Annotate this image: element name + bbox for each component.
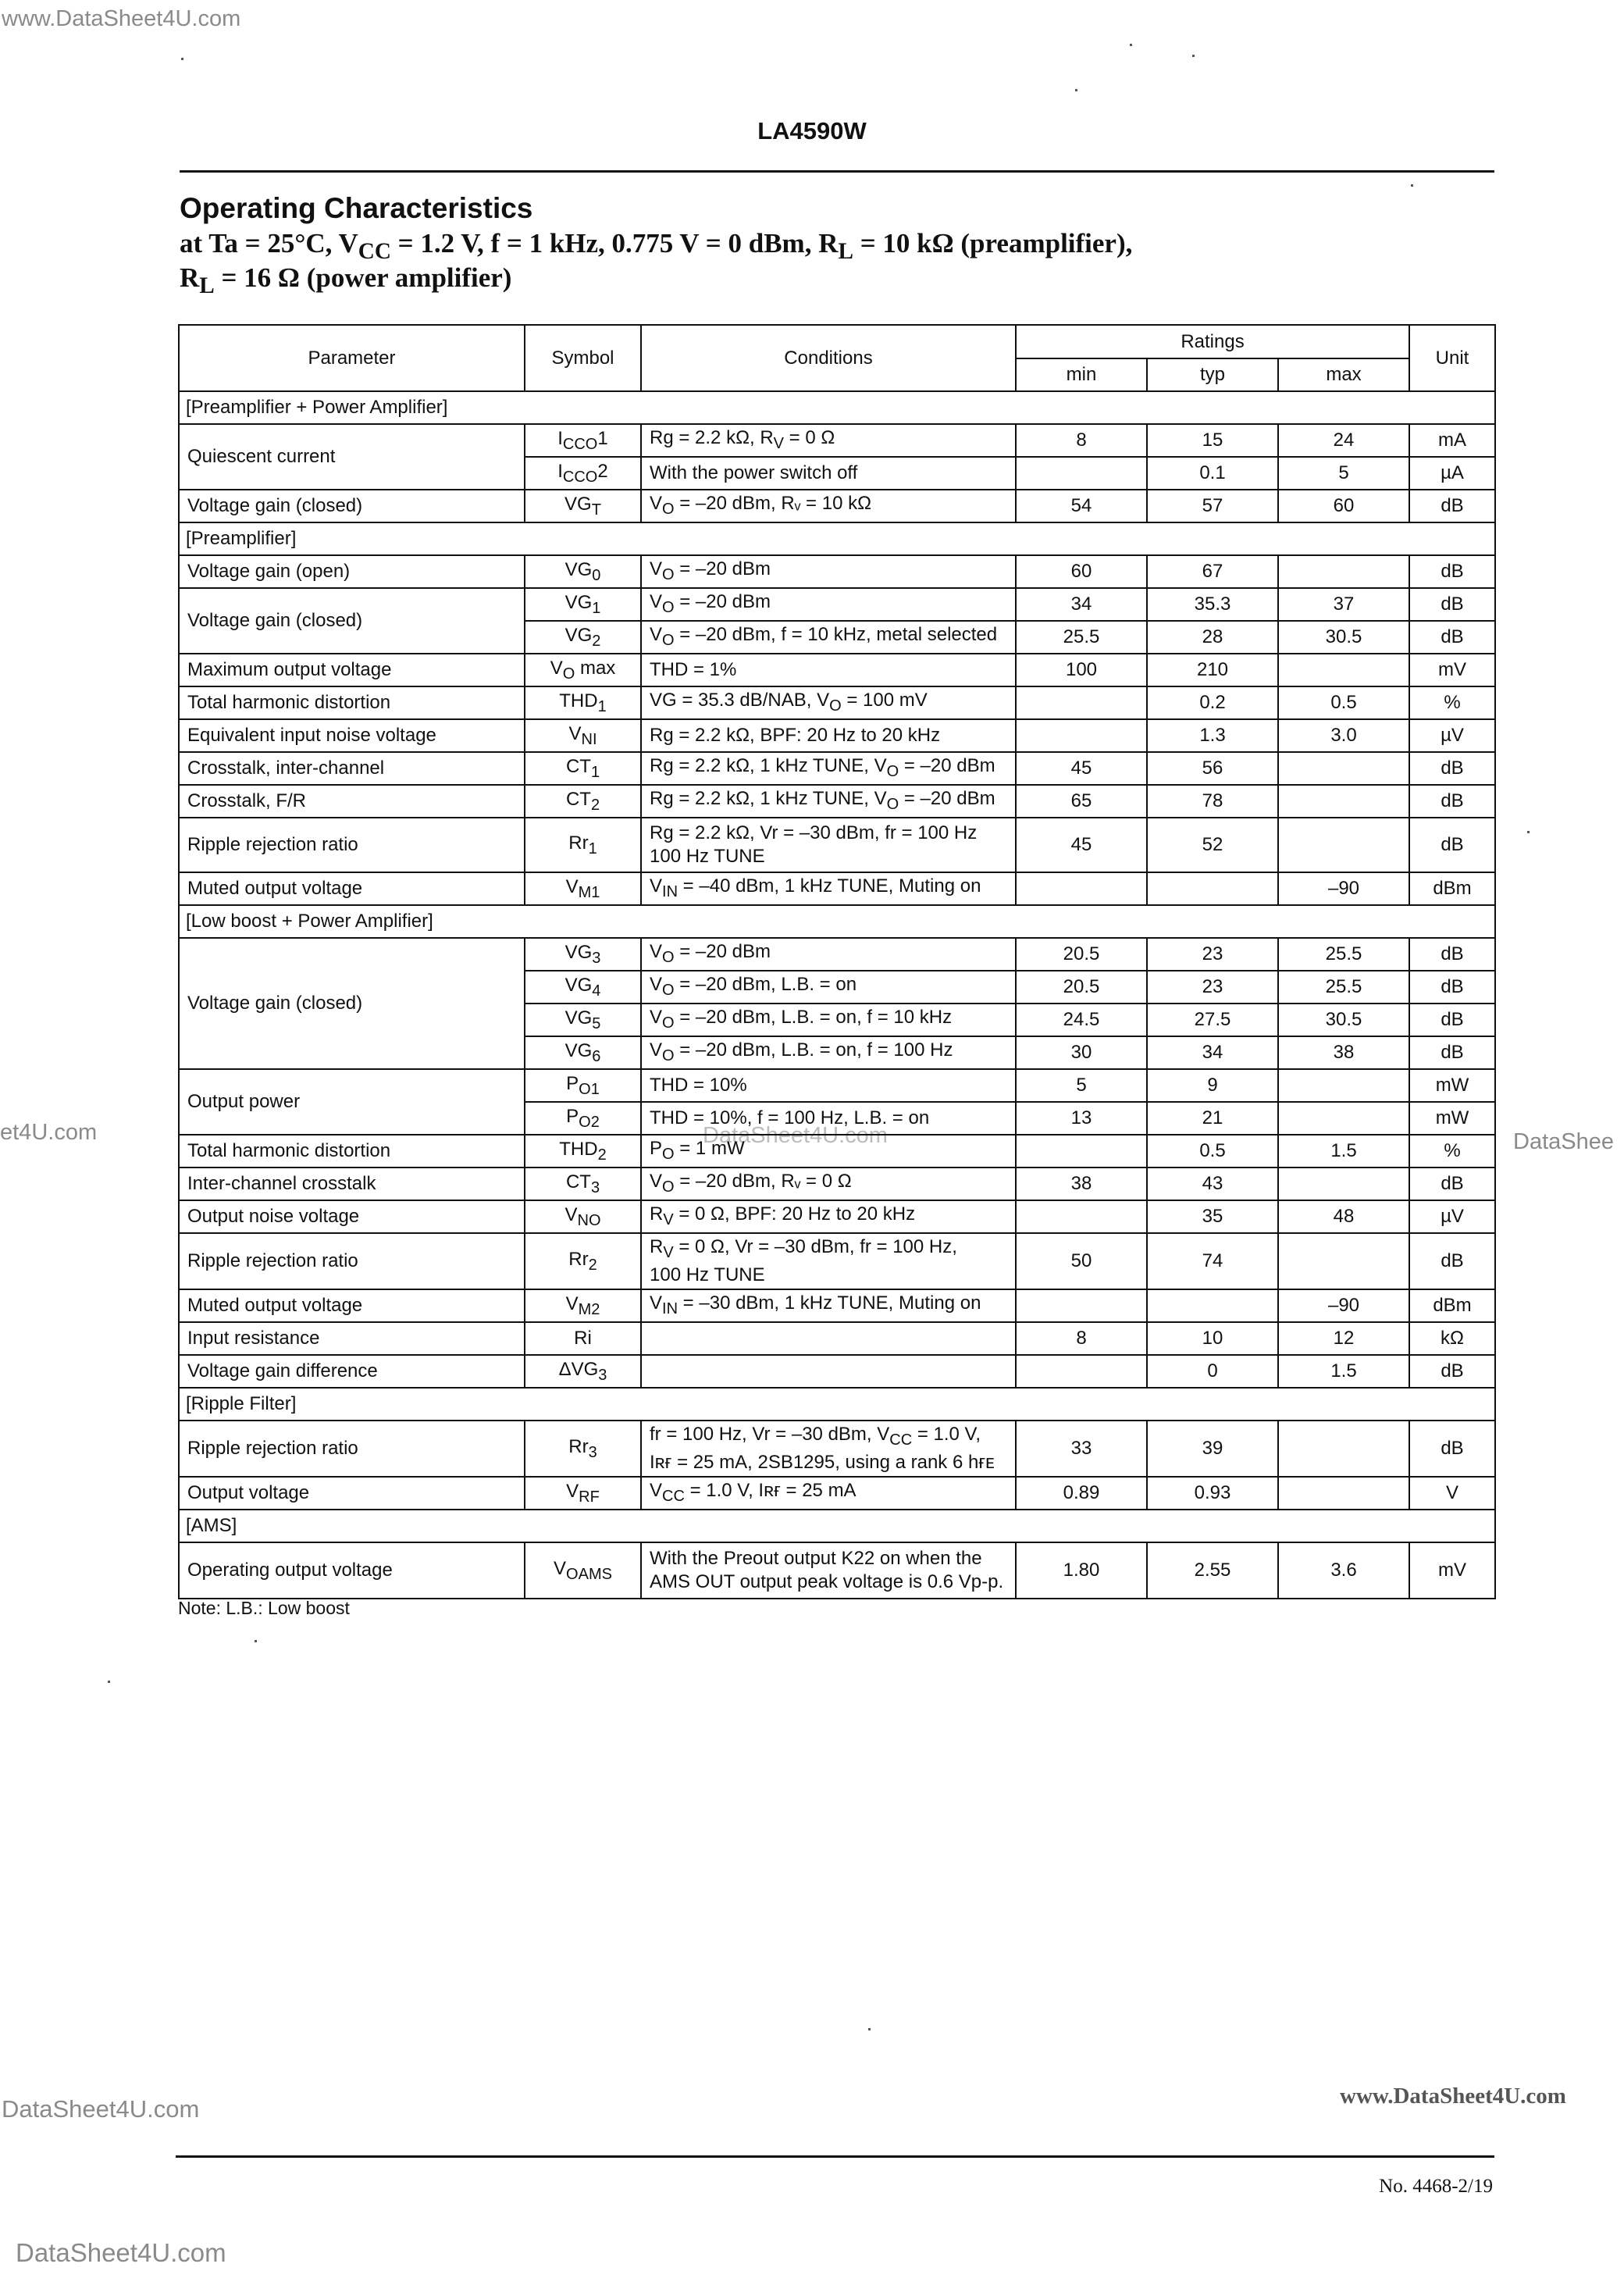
section-row <box>179 391 1495 424</box>
cell-parameter: Quiescent current <box>179 424 525 490</box>
table-row <box>179 1200 1495 1233</box>
cell-typ: 56 <box>1147 752 1278 785</box>
cell-unit: dB <box>1409 938 1495 971</box>
cell-parameter: Voltage gain (closed) <box>179 938 525 1069</box>
cell-conditions: $V_O = -20$ dBm, L.B. = on <box>641 971 1016 1004</box>
cell-max <box>1278 555 1409 588</box>
cell-max: 30.5 <box>1278 1004 1409 1036</box>
table-row <box>179 424 1495 457</box>
table-row <box>179 490 1495 522</box>
cell-typ: 1.3 <box>1147 719 1278 752</box>
cell-unit: dB <box>1409 621 1495 654</box>
watermark-mid-right: DataShee <box>1513 1129 1614 1154</box>
cell-symbol: $V_{M2}$ <box>525 1289 641 1322</box>
col-header-parameter: Parameter <box>179 325 525 391</box>
cell-unit: dB <box>1409 588 1495 621</box>
cell-conditions <box>641 1322 1016 1355</box>
cell-conditions: THD = 1% <box>641 654 1016 686</box>
cell-max: 60 <box>1278 490 1409 522</box>
watermark-footer-left: DataSheet4U.com <box>16 2238 226 2267</box>
cell-min: 100 <box>1016 654 1147 686</box>
scan-speck <box>108 1681 110 1683</box>
cell-unit: dB <box>1409 490 1495 522</box>
cell-min <box>1016 872 1147 905</box>
table-row <box>179 752 1495 785</box>
cell-conditions: $V_O = -20$ dBm <box>641 938 1016 971</box>
cell-symbol: $V_{NO}$ <box>525 1200 641 1233</box>
cell-symbol: $VG_T$ <box>525 490 641 522</box>
cell-symbol: $CT_3$ <box>525 1168 641 1200</box>
table-row <box>179 719 1495 752</box>
cell-unit: dBm <box>1409 1289 1495 1322</box>
cell-typ: 0.2 <box>1147 686 1278 719</box>
cell-max: 38 <box>1278 1036 1409 1069</box>
cell-unit: dB <box>1409 752 1495 785</box>
cell-unit: dB <box>1409 971 1495 1004</box>
cell-unit: dB <box>1409 1168 1495 1200</box>
cell-parameter: Operating output voltage <box>179 1542 525 1599</box>
cell-conditions: $V_O = -20$ dBm <box>641 588 1016 621</box>
table-row <box>179 1289 1495 1322</box>
cell-unit: dB <box>1409 1036 1495 1069</box>
cell-max <box>1278 1069 1409 1102</box>
cell-min <box>1016 1135 1147 1168</box>
cell-typ: 9 <box>1147 1069 1278 1102</box>
cell-typ: 39 <box>1147 1421 1278 1477</box>
col-header-conditions: Conditions <box>641 325 1016 391</box>
cell-conditions: $V_O = -20$ dBm, L.B. = on, f = 100 Hz <box>641 1036 1016 1069</box>
table-row <box>179 785 1495 818</box>
section-label: [AMS] <box>179 1510 1495 1542</box>
cell-min: 8 <box>1016 1322 1147 1355</box>
cell-max: 5 <box>1278 457 1409 490</box>
cell-symbol: $V_{M1}$ <box>525 872 641 905</box>
cell-conditions: $V_O = -20$ dBm, Rᵥ = 10 kΩ <box>641 490 1016 522</box>
cell-parameter: Output power <box>179 1069 525 1135</box>
header-row <box>179 325 1495 358</box>
cell-unit: dB <box>1409 785 1495 818</box>
cell-max <box>1278 1102 1409 1135</box>
cell-typ: 74 <box>1147 1233 1278 1289</box>
table-row <box>179 1477 1495 1510</box>
cell-symbol: $V_O$ max <box>525 654 641 686</box>
cell-max: 0.5 <box>1278 686 1409 719</box>
cell-conditions: $V_O = -20$ dBm <box>641 555 1016 588</box>
cell-symbol: $VG_1$ <box>525 588 641 621</box>
scan-speck <box>1527 831 1530 833</box>
cell-parameter: Maximum output voltage <box>179 654 525 686</box>
cell-conditions: $V_{CC} = 1.0$ V, Iʀғ = 25 mA <box>641 1477 1016 1510</box>
cell-unit: mW <box>1409 1069 1495 1102</box>
cell-typ: 35.3 <box>1147 588 1278 621</box>
section-label: [Ripple Filter] <box>179 1388 1495 1421</box>
cell-symbol: $VG_0$ <box>525 555 641 588</box>
cell-unit: mW <box>1409 1102 1495 1135</box>
cell-unit: dBm <box>1409 872 1495 905</box>
cell-symbol: $\Delta VG_3$ <box>525 1355 641 1388</box>
cell-typ: 27.5 <box>1147 1004 1278 1036</box>
cell-conditions <box>641 1355 1016 1388</box>
cell-conditions: $V_O = -20$ dBm, f = 10 kHz, metal selected <box>641 621 1016 654</box>
cell-typ: 57 <box>1147 490 1278 522</box>
cell-typ <box>1147 872 1278 905</box>
cell-parameter: Ripple rejection ratio <box>179 818 525 872</box>
table-row <box>179 938 1495 971</box>
cell-min: 38 <box>1016 1168 1147 1200</box>
scan-speck <box>868 2028 871 2030</box>
cell-typ: 34 <box>1147 1036 1278 1069</box>
cell-typ: 23 <box>1147 971 1278 1004</box>
cell-min <box>1016 1289 1147 1322</box>
cell-max: 1.5 <box>1278 1355 1409 1388</box>
cell-typ: 21 <box>1147 1102 1278 1135</box>
cell-unit: µV <box>1409 719 1495 752</box>
scan-speck <box>1130 44 1132 46</box>
cell-parameter: Inter-channel crosstalk <box>179 1168 525 1200</box>
cell-typ: 210 <box>1147 654 1278 686</box>
cell-typ: 0 <box>1147 1355 1278 1388</box>
cell-symbol: $I_{CCO}1$ <box>525 424 641 457</box>
cell-max: 3.6 <box>1278 1542 1409 1599</box>
cell-typ: 23 <box>1147 938 1278 971</box>
conditions-line-1: at Ta = 25°C, $V_{CC} = 1.2$ V, f = 1 kHz, 0.775 V = 0 dBm, $R_L = 10$ kΩ (preamplifier), <box>180 228 1133 264</box>
cell-conditions: THD = 10%, f = 100 Hz, L.B. = on <box>641 1102 1016 1135</box>
cell-unit: dB <box>1409 1355 1495 1388</box>
cell-typ: 28 <box>1147 621 1278 654</box>
cell-min <box>1016 1355 1147 1388</box>
scan-speck <box>1075 89 1077 91</box>
table-row <box>179 686 1495 719</box>
col-header-unit: Unit <box>1409 325 1495 391</box>
cell-symbol: $V_{OAMS}$ <box>525 1542 641 1599</box>
section-row <box>179 1510 1495 1542</box>
cell-typ: 52 <box>1147 818 1278 872</box>
cell-min: 13 <box>1016 1102 1147 1135</box>
conditions-line-2: $R_L = 16$ Ω (power amplifier) <box>180 262 512 298</box>
table-row <box>179 1069 1495 1102</box>
cell-parameter: Crosstalk, F/R <box>179 785 525 818</box>
section-label: [Preamplifier] <box>179 522 1495 555</box>
cell-symbol: $VG_2$ <box>525 621 641 654</box>
cell-parameter: Input resistance <box>179 1322 525 1355</box>
cell-max: 12 <box>1278 1322 1409 1355</box>
cell-unit: mV <box>1409 654 1495 686</box>
cell-parameter: Voltage gain (closed) <box>179 588 525 654</box>
cell-min: 50 <box>1016 1233 1147 1289</box>
cell-unit: mV <box>1409 1542 1495 1599</box>
cell-symbol: $V_{RF}$ <box>525 1477 641 1510</box>
cell-conditions: Rg = 2.2 kΩ, Vr = –30 dBm, fr = 100 Hz 100 Hz TUNE <box>641 818 1016 872</box>
cell-unit: dB <box>1409 818 1495 872</box>
cell-conditions: $V_{IN} = -30$ dBm, 1 kHz TUNE, Muting on <box>641 1289 1016 1322</box>
cell-min <box>1016 457 1147 490</box>
cell-typ: 35 <box>1147 1200 1278 1233</box>
part-number-heading: LA4590W <box>757 117 867 144</box>
table-row <box>179 1135 1495 1168</box>
cell-parameter: Output voltage <box>179 1477 525 1510</box>
cell-parameter: Ripple rejection ratio <box>179 1421 525 1477</box>
cell-min: 20.5 <box>1016 971 1147 1004</box>
cell-typ: 78 <box>1147 785 1278 818</box>
cell-unit: % <box>1409 686 1495 719</box>
cell-min: 45 <box>1016 752 1147 785</box>
cell-parameter: Total harmonic distortion <box>179 1135 525 1168</box>
cell-max: 25.5 <box>1278 938 1409 971</box>
cell-unit: mA <box>1409 424 1495 457</box>
section-row <box>179 905 1495 938</box>
document-number: No. 4468-2/19 <box>1379 2176 1493 2197</box>
cell-parameter: Voltage gain difference <box>179 1355 525 1388</box>
cell-max: –90 <box>1278 872 1409 905</box>
cell-unit: dB <box>1409 1004 1495 1036</box>
cell-min: 34 <box>1016 588 1147 621</box>
table-row <box>179 1233 1495 1289</box>
cell-conditions: $R_V = 0$ Ω, Vr = –30 dBm, fr = 100 Hz, 100 Hz TUNE <box>641 1233 1016 1289</box>
table-row <box>179 1421 1495 1477</box>
cell-max <box>1278 1168 1409 1200</box>
cell-parameter: Muted output voltage <box>179 872 525 905</box>
cell-unit: V <box>1409 1477 1495 1510</box>
cell-min: 8 <box>1016 424 1147 457</box>
cell-conditions: Rg = 2.2 kΩ, BPF: 20 Hz to 20 kHz <box>641 719 1016 752</box>
cell-min: 0.89 <box>1016 1477 1147 1510</box>
scan-speck <box>1411 184 1413 187</box>
cell-conditions: fr = 100 Hz, Vr = –30 dBm, $V_{CC} = 1.0$ V, Iʀғ = 25 mA, 2SB1295, using a rank 6 hғᴇ <box>641 1421 1016 1477</box>
cell-symbol: $V_{NI}$ <box>525 719 641 752</box>
cell-conditions: $V_O = -20$ dBm, Rᵥ = 0 Ω <box>641 1168 1016 1200</box>
cell-unit: % <box>1409 1135 1495 1168</box>
cell-max: 24 <box>1278 424 1409 457</box>
cell-typ: 15 <box>1147 424 1278 457</box>
cell-symbol: $CT_2$ <box>525 785 641 818</box>
scan-speck <box>255 1640 257 1642</box>
cell-symbol: $Rr_2$ <box>525 1233 641 1289</box>
cell-min: 33 <box>1016 1421 1147 1477</box>
cell-min: 1.80 <box>1016 1542 1147 1599</box>
cell-max: 48 <box>1278 1200 1409 1233</box>
cell-typ: 43 <box>1147 1168 1278 1200</box>
cell-typ: 0.93 <box>1147 1477 1278 1510</box>
cell-max: 25.5 <box>1278 971 1409 1004</box>
cell-min: 25.5 <box>1016 621 1147 654</box>
cell-parameter: Voltage gain (closed) <box>179 490 525 522</box>
watermark-top-left: www.DataSheet4U.com <box>2 6 241 31</box>
watermark-bottom-left: DataSheet4U.com <box>2 2095 200 2123</box>
cell-conditions: VG = 35.3 dB/NAB, $V_O = 100$ mV <box>641 686 1016 719</box>
cell-unit: dB <box>1409 1421 1495 1477</box>
section-title: Operating Characteristics <box>180 192 533 224</box>
cell-min: 60 <box>1016 555 1147 588</box>
cell-max <box>1278 818 1409 872</box>
cell-conditions: $P_O = 1$ mW <box>641 1135 1016 1168</box>
table-row <box>179 1355 1495 1388</box>
table-row <box>179 588 1495 621</box>
cell-unit: µV <box>1409 1200 1495 1233</box>
cell-min <box>1016 1200 1147 1233</box>
cell-parameter: Muted output voltage <box>179 1289 525 1322</box>
cell-max <box>1278 752 1409 785</box>
cell-parameter: Total harmonic distortion <box>179 686 525 719</box>
cell-max <box>1278 1233 1409 1289</box>
cell-conditions: Rg = 2.2 kΩ, 1 kHz TUNE, $V_O = -20$ dBm <box>641 752 1016 785</box>
section-row <box>179 1388 1495 1421</box>
cell-symbol: $I_{CCO}2$ <box>525 457 641 490</box>
cell-max <box>1278 1477 1409 1510</box>
cell-min <box>1016 686 1147 719</box>
cell-symbol: $Rr_3$ <box>525 1421 641 1477</box>
cell-typ: 0.5 <box>1147 1135 1278 1168</box>
cell-parameter: Equivalent input noise voltage <box>179 719 525 752</box>
cell-conditions: THD = 10% <box>641 1069 1016 1102</box>
cell-conditions: With the power switch off <box>641 457 1016 490</box>
cell-typ: 2.55 <box>1147 1542 1278 1599</box>
table-note: Note: L.B.: Low boost <box>178 1598 350 1618</box>
cell-typ: 67 <box>1147 555 1278 588</box>
cell-parameter: Crosstalk, inter-channel <box>179 752 525 785</box>
cell-unit: dB <box>1409 1233 1495 1289</box>
watermark-mid-left: et4U.com <box>0 1120 98 1145</box>
cell-symbol: $P_{O2}$ <box>525 1102 641 1135</box>
cell-symbol: Ri <box>525 1322 641 1355</box>
col-header-symbol: Symbol <box>525 325 641 391</box>
section-label: [Preamplifier + Power Amplifier] <box>179 391 1495 424</box>
table-row <box>179 818 1495 872</box>
col-header-typ: typ <box>1147 358 1278 391</box>
cell-min: 24.5 <box>1016 1004 1147 1036</box>
cell-parameter: Voltage gain (open) <box>179 555 525 588</box>
scan-speck <box>181 58 183 60</box>
cell-symbol: $Rr_1$ <box>525 818 641 872</box>
cell-conditions: $V_{IN} = -40$ dBm, 1 kHz TUNE, Muting on <box>641 872 1016 905</box>
footer-rule <box>176 2155 1494 2158</box>
cell-min: 54 <box>1016 490 1147 522</box>
table-row <box>179 1168 1495 1200</box>
cell-parameter: Ripple rejection ratio <box>179 1233 525 1289</box>
cell-parameter: Output noise voltage <box>179 1200 525 1233</box>
cell-conditions: Rg = 2.2 kΩ, 1 kHz TUNE, $V_O = -20$ dBm <box>641 785 1016 818</box>
section-row <box>179 522 1495 555</box>
cell-max <box>1278 1421 1409 1477</box>
cell-min: 30 <box>1016 1036 1147 1069</box>
cell-max: –90 <box>1278 1289 1409 1322</box>
col-header-max: max <box>1278 358 1409 391</box>
table-row <box>179 654 1495 686</box>
operating-characteristics-table <box>178 324 1496 1599</box>
cell-max: 30.5 <box>1278 621 1409 654</box>
col-header-ratings: Ratings <box>1016 325 1409 358</box>
cell-min: 65 <box>1016 785 1147 818</box>
cell-max: 3.0 <box>1278 719 1409 752</box>
cell-typ <box>1147 1289 1278 1322</box>
cell-conditions: $R_V = 0$ Ω, BPF: 20 Hz to 20 kHz <box>641 1200 1016 1233</box>
cell-typ: 10 <box>1147 1322 1278 1355</box>
table-row <box>179 1322 1495 1355</box>
watermark-bottom-right: www.DataSheet4U.com <box>1340 2084 1566 2109</box>
cell-max <box>1278 785 1409 818</box>
table-row <box>179 555 1495 588</box>
cell-symbol: $CT_1$ <box>525 752 641 785</box>
cell-symbol: $P_{O1}$ <box>525 1069 641 1102</box>
cell-unit: dB <box>1409 555 1495 588</box>
cell-max: 37 <box>1278 588 1409 621</box>
table-row <box>179 1542 1495 1599</box>
cell-min: 20.5 <box>1016 938 1147 971</box>
header-rule <box>180 170 1494 173</box>
cell-max: 1.5 <box>1278 1135 1409 1168</box>
cell-min <box>1016 719 1147 752</box>
cell-symbol: $VG_4$ <box>525 971 641 1004</box>
cell-min: 45 <box>1016 818 1147 872</box>
table-row <box>179 872 1495 905</box>
cell-typ: 0.1 <box>1147 457 1278 490</box>
cell-conditions: With the Preout output K22 on when the AMS OUT output peak voltage is 0.6 Vp-p. <box>641 1542 1016 1599</box>
scan-speck <box>1192 55 1195 57</box>
cell-max <box>1278 654 1409 686</box>
watermark-mid-center: DataSheet4U.com <box>703 1123 888 1148</box>
cell-unit: kΩ <box>1409 1322 1495 1355</box>
cell-symbol: $THD_2$ <box>525 1135 641 1168</box>
cell-symbol: $VG_3$ <box>525 938 641 971</box>
section-label: [Low boost + Power Amplifier] <box>179 905 1495 938</box>
cell-conditions: Rg = 2.2 kΩ, $R_V = 0$ Ω <box>641 424 1016 457</box>
cell-symbol: $VG_6$ <box>525 1036 641 1069</box>
col-header-min: min <box>1016 358 1147 391</box>
cell-min: 5 <box>1016 1069 1147 1102</box>
cell-symbol: $VG_5$ <box>525 1004 641 1036</box>
cell-unit: µA <box>1409 457 1495 490</box>
cell-symbol: $THD_1$ <box>525 686 641 719</box>
cell-conditions: $V_O = -20$ dBm, L.B. = on, f = 10 kHz <box>641 1004 1016 1036</box>
